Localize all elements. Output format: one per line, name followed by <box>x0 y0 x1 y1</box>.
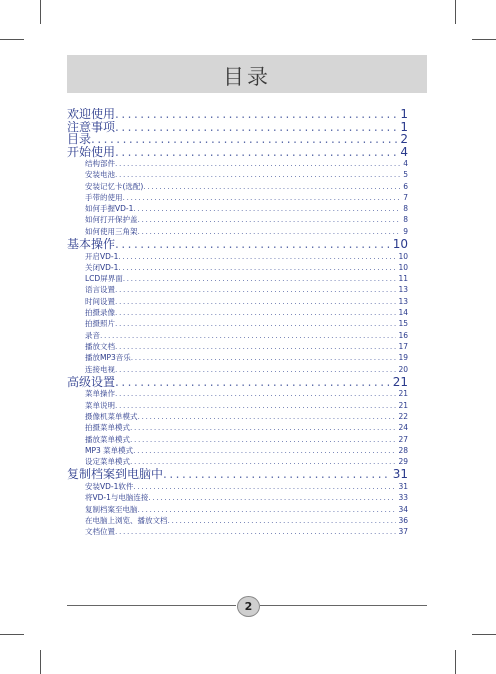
toc-entry-title: 欢迎使用 <box>67 108 116 121</box>
toc-entry-title: LCD屏界面 <box>85 274 123 284</box>
toc-entry-page: 17 <box>398 341 408 351</box>
toc-section-entry <box>67 411 408 422</box>
toc-section-entry <box>67 492 408 503</box>
toc-entry-page: 28 <box>398 445 408 455</box>
toc-section-entry <box>67 341 408 352</box>
toc-section-entry <box>67 284 408 295</box>
toc-leader-dots <box>148 492 396 503</box>
toc-leader-dots <box>138 214 402 225</box>
toc-leader-dots <box>115 400 396 411</box>
toc-entry-page: 29 <box>398 457 408 467</box>
toc-chapter-entry <box>67 146 408 159</box>
crop-mark-top-right <box>455 0 456 24</box>
toc-entry-title: 播放菜单模式 <box>85 434 130 444</box>
crop-mark-right-bottom <box>472 634 496 635</box>
toc-section-entry <box>67 273 408 284</box>
toc-entry-title: MP3 菜单模式 <box>85 445 134 455</box>
toc-entry-title: 将VD-1与电脑连接 <box>85 493 149 503</box>
toc-entry-page: 22 <box>398 411 408 421</box>
toc-entry-title: 关闭VD-1 <box>85 262 119 272</box>
toc-entry-title: 如何打开保护盖 <box>85 215 138 225</box>
page-title: 目录 <box>223 65 271 89</box>
toc-leader-dots <box>115 388 396 399</box>
toc-leader-dots <box>115 238 391 251</box>
toc-entry-page: 11 <box>398 274 408 284</box>
toc-section-entry <box>67 352 408 363</box>
toc-entry-page: 24 <box>398 423 408 433</box>
toc-entry-page: 10 <box>392 238 408 251</box>
toc-entry-page: 33 <box>398 493 408 503</box>
toc-entry-page: 16 <box>398 330 408 340</box>
toc-entry-title: 拍摄录像 <box>85 308 115 318</box>
toc-entry-title: 设定菜单模式 <box>85 457 130 467</box>
page-number-badge: 2 <box>237 596 260 617</box>
toc-leader-dots <box>115 307 396 318</box>
toc-leader-dots <box>91 133 398 146</box>
toc-entry-page: 37 <box>398 527 408 537</box>
toc-entry-page: 31 <box>392 468 408 481</box>
toc-leader-dots <box>115 364 396 375</box>
toc-entry-title: 基本操作 <box>67 238 116 251</box>
toc-section-entry <box>67 515 408 526</box>
toc-entry-page: 8 <box>403 204 408 214</box>
toc-leader-dots <box>115 376 391 389</box>
toc-entry-page: 14 <box>398 308 408 318</box>
toc-leader-dots <box>131 352 397 363</box>
toc-entry-title: 安装电池 <box>85 170 115 180</box>
toc-entry-title: 安装记忆卡(选配) <box>85 181 144 191</box>
toc-entry-page: 7 <box>403 192 408 202</box>
toc-chapter-entry <box>67 108 408 121</box>
toc-section-entry <box>67 400 408 411</box>
toc-leader-dots <box>115 146 398 159</box>
toc-entry-page: 13 <box>398 285 408 295</box>
toc-leader-dots <box>123 192 402 203</box>
toc-section-entry <box>67 481 408 492</box>
toc-section-entry <box>67 203 408 214</box>
toc-entry-page: 4 <box>400 145 408 158</box>
toc-chapter-entry <box>67 133 408 146</box>
toc-entry-title: 结构部件 <box>85 159 115 168</box>
crop-mark-right-top <box>472 39 496 40</box>
toc-leader-dots <box>130 456 396 467</box>
toc-section-entry <box>67 330 408 341</box>
toc-entry-title: 菜单说明 <box>85 400 115 410</box>
crop-mark-bottom-right <box>455 650 456 674</box>
toc-entry-page: 21 <box>398 389 408 399</box>
toc-leader-dots <box>115 341 396 352</box>
toc-entry-title: 高级设置 <box>67 375 116 389</box>
toc-leader-dots <box>115 169 401 180</box>
crop-mark-left-bottom <box>0 634 24 635</box>
toc-entry-page: 13 <box>398 296 408 306</box>
toc-leader-dots <box>123 273 397 284</box>
toc-leader-dots <box>115 526 396 537</box>
toc-leader-dots <box>168 515 397 526</box>
toc-section-entry <box>67 456 408 467</box>
footer-rule-left <box>67 605 236 606</box>
toc-entry-page: 27 <box>398 434 408 444</box>
toc-section-entry <box>67 226 408 237</box>
toc-leader-dots <box>138 226 402 237</box>
toc-section-entry <box>67 181 408 192</box>
toc-entry-page: 8 <box>403 215 408 225</box>
toc-entry-title: 摄像机菜单模式 <box>85 411 138 421</box>
toc-entry-page: 1 <box>400 120 408 133</box>
toc-section-entry <box>67 251 408 262</box>
toc-entry-page: 4 <box>403 159 408 168</box>
toc-leader-dots <box>115 296 396 307</box>
crop-mark-top-left <box>40 0 41 24</box>
toc-entry-page: 5 <box>403 170 408 180</box>
toc-entry-title: 拍摄菜单模式 <box>85 423 130 433</box>
toc-section-entry <box>67 504 408 515</box>
table-of-contents <box>67 108 408 537</box>
toc-section-entry <box>67 526 408 537</box>
toc-entry-page: 34 <box>398 504 408 514</box>
toc-entry-title: 如何使用三角架 <box>85 226 138 236</box>
crop-mark-left-top <box>0 39 24 40</box>
toc-section-entry <box>67 192 408 203</box>
toc-entry-title: 拍摄照片 <box>85 319 115 329</box>
toc-leader-dots <box>133 203 401 214</box>
toc-entry-title: 注意事项 <box>67 120 116 133</box>
toc-entry-page: 6 <box>403 181 408 191</box>
toc-entry-title: 如何手握VD-1 <box>85 204 134 214</box>
toc-leader-dots <box>130 422 396 433</box>
toc-entry-title: 目录 <box>67 133 92 146</box>
toc-leader-dots <box>143 181 401 192</box>
toc-entry-title: 连接电视 <box>85 364 115 374</box>
toc-section-entry <box>67 434 408 445</box>
toc-leader-dots <box>115 318 396 329</box>
toc-chapter-entry <box>67 238 408 251</box>
toc-entry-title: 录音 <box>85 330 100 340</box>
toc-entry-title: 复制档案至电脑 <box>85 504 138 514</box>
toc-leader-dots <box>138 504 397 515</box>
toc-entry-title: 时间设置 <box>85 296 115 306</box>
toc-entry-page: 15 <box>398 319 408 329</box>
toc-section-entry <box>67 296 408 307</box>
toc-entry-page: 36 <box>398 515 408 525</box>
toc-entry-title: 复制档案到电脑中 <box>67 468 164 481</box>
toc-entry-page: 19 <box>398 353 408 363</box>
toc-entry-page: 21 <box>398 400 408 410</box>
toc-section-entry <box>67 445 408 456</box>
toc-entry-title: 在电脑上浏览、播放文档 <box>85 515 168 525</box>
toc-leader-dots <box>133 481 396 492</box>
crop-mark-bottom-left <box>40 650 41 674</box>
toc-section-entry <box>67 169 408 180</box>
toc-section-entry <box>67 364 408 375</box>
toc-leader-dots <box>115 108 398 121</box>
toc-chapter-entry <box>67 121 408 134</box>
toc-entry-title: 开启VD-1 <box>85 251 119 261</box>
toc-entry-title: 开始使用 <box>67 145 116 158</box>
toc-entry-title: 文档位置 <box>85 527 115 537</box>
toc-chapter-entry <box>67 376 408 389</box>
toc-section-entry <box>67 318 408 329</box>
toc-leader-dots <box>118 251 396 262</box>
toc-leader-dots <box>138 411 397 422</box>
toc-entry-page: 31 <box>398 481 408 491</box>
toc-entry-page: 21 <box>392 375 408 389</box>
toc-entry-title: 语言设置 <box>85 285 115 295</box>
toc-entry-title: 菜单操作 <box>85 389 115 399</box>
toc-chapter-entry <box>67 468 408 481</box>
footer-rule-right <box>260 605 427 606</box>
toc-entry-page: 10 <box>398 251 408 261</box>
toc-section-entry <box>67 388 408 399</box>
toc-section-entry <box>67 262 408 273</box>
toc-leader-dots <box>115 284 396 295</box>
toc-entry-page: 1 <box>400 108 408 121</box>
toc-leader-dots <box>118 262 396 273</box>
toc-entry-page: 20 <box>398 364 408 374</box>
toc-entry-title: 安装VD-1软件 <box>85 481 134 491</box>
toc-section-entry <box>67 422 408 433</box>
toc-leader-dots <box>130 434 396 445</box>
toc-leader-dots <box>115 158 401 169</box>
toc-leader-dots <box>115 121 398 134</box>
toc-entry-title: 播放文档 <box>85 341 115 351</box>
header-banner <box>67 55 427 93</box>
toc-entry-title: 播放MP3音乐 <box>85 353 131 363</box>
toc-section-entry <box>67 214 408 225</box>
toc-entry-page: 2 <box>400 133 408 146</box>
toc-entry-page: 10 <box>398 262 408 272</box>
toc-leader-dots <box>163 468 391 481</box>
toc-section-entry <box>67 158 408 169</box>
toc-section-entry <box>67 307 408 318</box>
toc-entry-page: 9 <box>403 226 408 236</box>
toc-leader-dots <box>133 445 396 456</box>
toc-entry-title: 手带的使用 <box>85 192 123 202</box>
toc-leader-dots <box>100 330 396 341</box>
